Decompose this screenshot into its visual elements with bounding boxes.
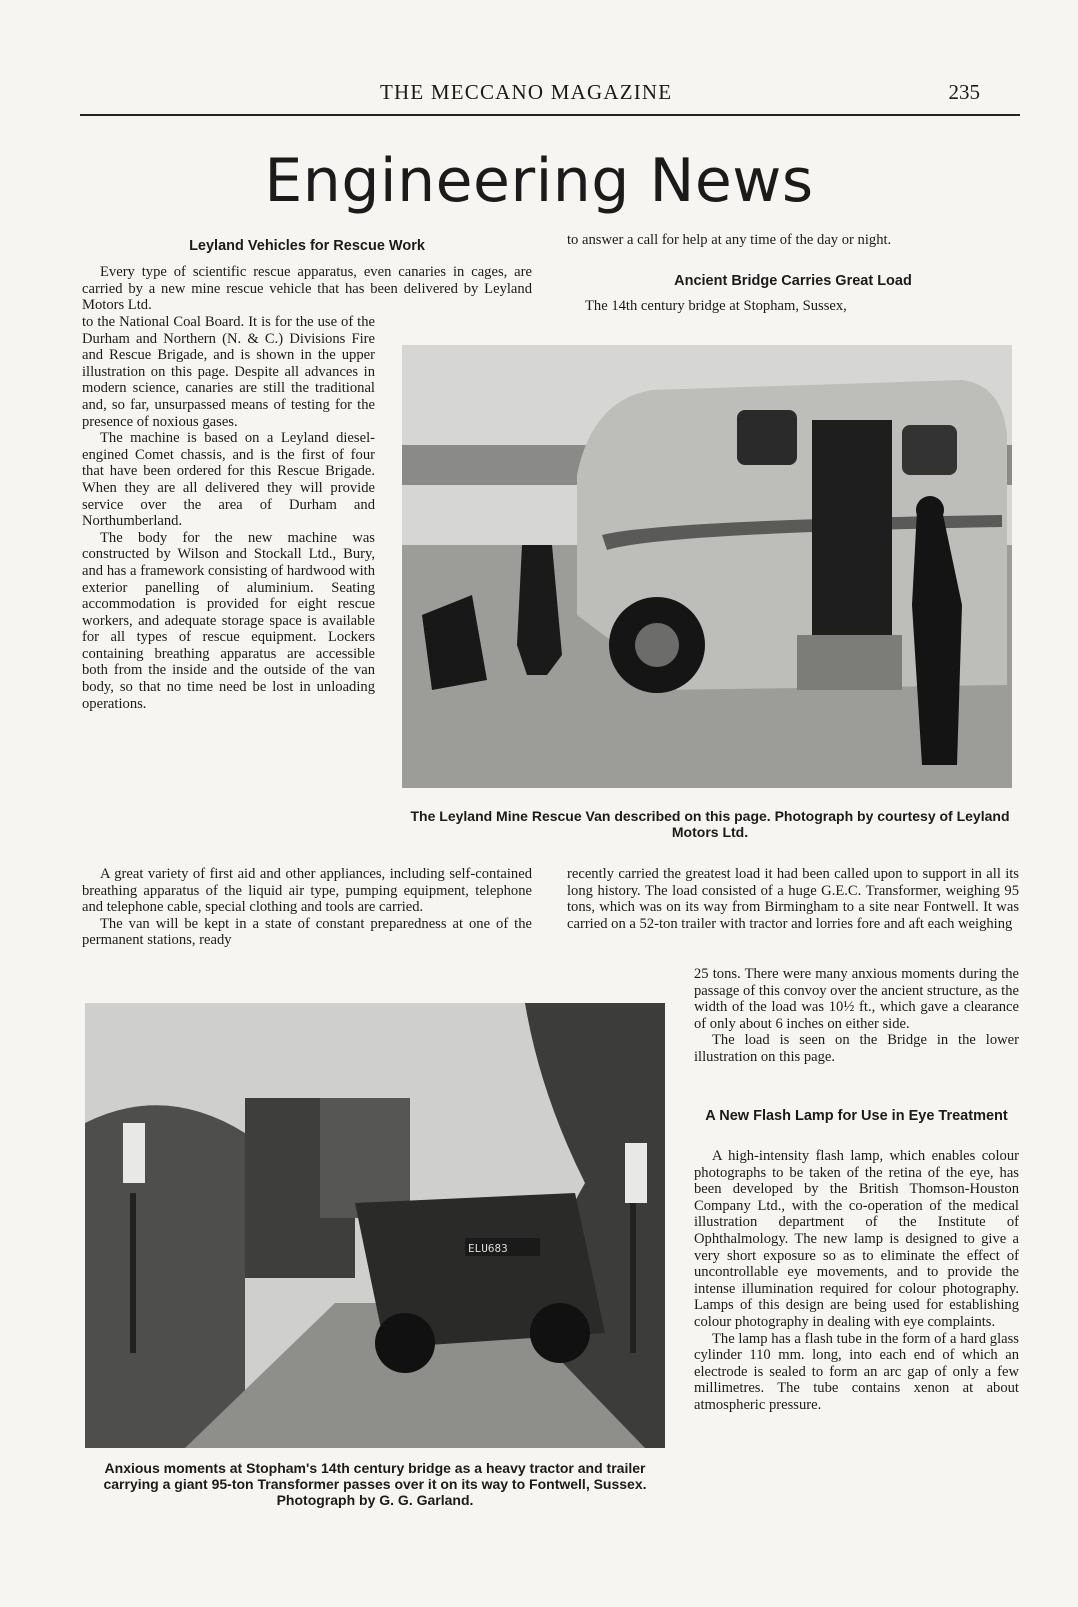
lamp-paragraph-1: A high-intensity flash lamp, which enables colour photographs to be taken of the retina of the eye, has been developed by the British Thomson-Houston Company Ltd., with the co-operation of the medical illustration department of the Institute of Ophthalmology. The new lamp is designed to give a very short exposure so as to eliminate the effect of uncontrollable eye movements, and to provide the intense illumination required for colour photography. Lamps of this design are being used for establishing colour photography in dealing with eye complaints. xyxy=(694,1148,1019,1330)
bridge-photo-caption: Anxious moments at Stopham's 14th century bridge as a heavy tractor and trailer carrying a giant 95-ton Transformer passes over it on its way to Fontwell, Sussex. Photograph by G. G. Garland. xyxy=(103,1460,647,1508)
bridge-heading: Ancient Bridge Carries Great Load xyxy=(674,273,912,289)
page-header xyxy=(80,78,1020,116)
page-number: 235 xyxy=(948,80,980,104)
bridge-paragraph-2: The load is seen on the Bridge in the lower illustration on this page. xyxy=(694,1032,1019,1065)
leyland-heading: Leyland Vehicles for Rescue Work xyxy=(189,238,425,254)
leyland-paragraph-2: The machine is based on a Leyland diesel-engined Comet chassis, and is the first of four that have been ordered for this Rescue Brigade. When they are all delivered they will provide service over the area of Durham and Northumberland. xyxy=(82,430,375,530)
lamp-heading: A New Flash Lamp for Use in Eye Treatment xyxy=(705,1108,1008,1124)
rescue-van-photo xyxy=(402,345,1012,788)
leyland-paragraph-5-continued: to answer a call for help at any time of the day or night. xyxy=(567,232,892,248)
van-photo-caption: The Leyland Mine Rescue Van described on this page. Photograph by courtesy of Leyland Motors Ltd. xyxy=(410,808,1010,840)
leyland-paragraph-4: A great variety of first aid and other appliances, including self-contained breathing apparatus of the liquid air type, pumping equipment, telephone and telephone cable, special clothing and tools are carried. The van will be kept in a state of constant preparedness at one of the permanent stations, ready xyxy=(82,866,532,949)
leyland-paragraph-3: The body for the new machine was constructed by Wilson and Stockall Ltd., Bury, and has a framework consisting of hardwood with exterior panelling of aluminium. Seating accommodation is provided for eight rescue workers, and adequate storage space is available for all types of rescue equipment. Lockers containing breathing apparatus are accessible both from the inside and the outside of the van body, so that no time need be lost in unloading operations. xyxy=(82,529,375,712)
magazine-title: THE MECCANO MAGAZINE xyxy=(380,80,673,104)
lamp-text xyxy=(694,1148,1019,1414)
page-title: Engineering News xyxy=(264,146,814,216)
bridge-convoy-photo xyxy=(85,1003,665,1448)
leyland-paragraph-1a: Every type of scientific rescue apparatus, even canaries in cages, are carried by a new mine rescue vehicle that has been delivered by Leyland Motors Ltd. xyxy=(82,264,532,314)
leyland-paragraph-5: The van will be kept in a state of constant preparedness at one of the permanent stations, ready xyxy=(82,915,532,949)
plate-text: ELU683 xyxy=(468,1242,508,1255)
bridge-paragraph-1a: The 14th century bridge at Stopham, Sussex, xyxy=(585,298,847,314)
lamp-paragraph-2: The lamp has a flash tube in the form of a hard glass cylinder 110 mm. long, into each end of which an electrode is sealed to form an arc gap of only a few millimetres. The tube contains xenon at about atmospheric pressure. xyxy=(694,1330,1019,1413)
bridge-paragraph-1c: 25 tons. There were many anxious moments during the passage of this convoy over the ancient structure, as the width of the load was 10½ ft., which gave a clearance of only about 6 inches on either side. The load is seen on the Bridge in the lower illustration on this page. xyxy=(694,966,1020,1065)
leyland-paragraph-1b: to the National Coal Board. It is for the use of the Durham and Northern (N. & C.) Divisions Fire and Rescue Brigade, and is shown in the upper illustration on this page. Despite all advances in modern science, canaries are still the traditional and, so far, unsurpassed means of testing for the presence of noxious gases. The machine is based on a Leyland diesel-engined Comet chassis, and is the first of four that have been ordered for this Rescue Brigade. When they are all delivered they will provide service over the area of Durham and Northumberland. The body for the new machine was constructed by Wilson and Stockall Ltd., Bury, and has a framework consisting of hardwood with exterior panelling of aluminium. Seating accommodation is provided for eight rescue workers, and adequate storage space is available for all types of rescue equipment. Lockers containing breathing apparatus are accessible both from the inside and the outside of the van body, so that no time need be lost in unloading operations. xyxy=(82,314,375,712)
bridge-paragraph-1b: recently carried the greatest load it had been called upon to support in all its long history. The load consisted of a huge G.E.C. Transformer, weighing 95 tons, which was on its way from Birmingham to a site near Fontwell. It was carried on a 52-ton trailer with tractor and lorries fore and aft each weighing xyxy=(567,866,1019,932)
